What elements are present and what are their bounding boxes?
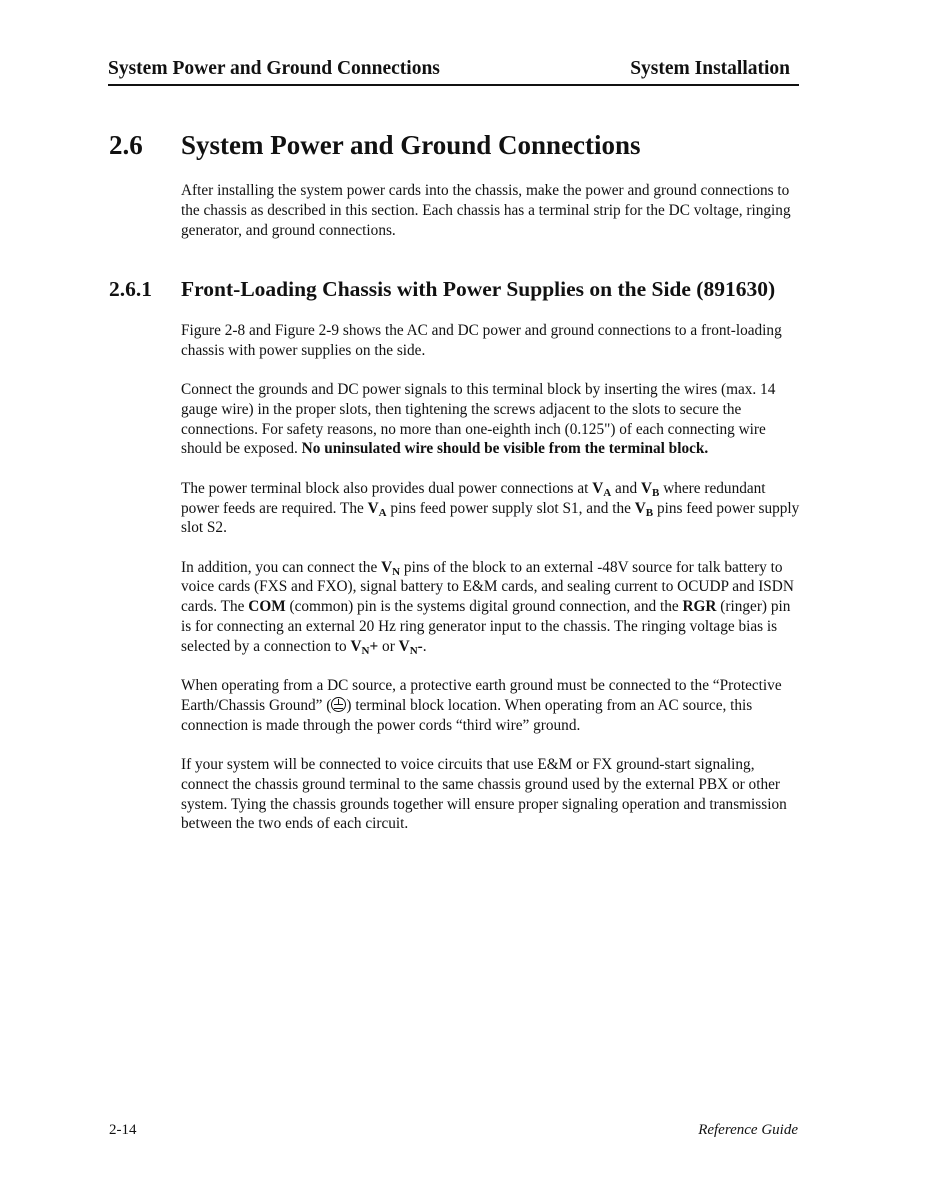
header-left: System Power and Ground Connections: [108, 58, 440, 79]
text-run: or: [378, 637, 399, 655]
bold-text: COM: [248, 598, 286, 616]
text-run: The power terminal block also provides dual power connections at: [181, 479, 593, 497]
subsection-body: [181, 321, 803, 854]
bold-text: RGR: [682, 598, 717, 616]
protective-earth-ground-icon: [331, 697, 346, 712]
text-run: pins feed power supply slot S1, and the: [386, 499, 635, 517]
subsection-title: Front-Loading Chassis with Power Supplies on the Side (891630): [181, 277, 776, 301]
running-header: [108, 56, 799, 86]
subsection-number: 2.6.1: [109, 277, 152, 301]
paragraph: [181, 558, 803, 657]
text-run: (ringer) pin is for connecting an external 20 Hz ring generator input to the chassis. The ringing voltage bias is selected by a connection to: [181, 598, 791, 655]
bold-text: V: [350, 637, 362, 655]
section-title: System Power and Ground Connections: [181, 130, 641, 160]
text-run: and: [611, 479, 641, 497]
subscript: B: [645, 506, 654, 519]
bold-text: No uninsulated wire should be visible from the terminal block.: [301, 440, 709, 458]
text-run: pins feed power supply slot S2.: [181, 499, 800, 537]
paragraph: [181, 181, 803, 240]
text-run: When operating from a DC source, a protective earth ground must be connected to the “Protective Earth/Chassis Ground” (: [181, 677, 782, 714]
subsection-heading: [109, 277, 775, 302]
bold-text: V: [367, 499, 379, 517]
header-right: System Installation: [630, 58, 790, 79]
section-heading: [109, 130, 641, 161]
bold-text: V: [592, 479, 604, 497]
text-run: Figure 2-8 and Figure 2-9 shows the AC and DC power and ground connections to a front-loading chassis with power supplies on the side.: [181, 322, 782, 359]
bold-text: -: [417, 637, 423, 655]
bold-text: +: [369, 637, 379, 655]
text-run: After installing the system power cards into the chassis, make the power and ground connections to the chassis as described in this section. Each chassis has a terminal strip for the DC voltage, ringing generator, and ground connections.: [181, 182, 791, 239]
paragraph: [181, 676, 803, 735]
footer-title: Reference Guide: [698, 1122, 798, 1138]
subscript: N: [409, 644, 418, 657]
bold-text: V: [381, 558, 393, 576]
subscript: N: [392, 565, 401, 578]
section-number: 2.6: [109, 130, 143, 160]
text-run: Connect the grounds and DC power signals to this terminal block by inserting the wires (max. 14 gauge wire) in the proper slots, then tightening the screws adjacent to the slots to secure the connections. For safety reasons, no more than one-eighth inch (0.125") of each connecting wire should be exposed.: [181, 381, 776, 458]
paragraph: [181, 479, 803, 538]
subscript: N: [361, 644, 370, 657]
subscript: A: [378, 506, 387, 519]
paragraph: [181, 755, 803, 834]
text-run: where redundant power feeds are required. The: [181, 479, 766, 517]
subscript: A: [603, 486, 612, 499]
text-run: pins of the block to an external -48V source for talk battery to voice cards (FXS and FXO), signal battery to E&M cards, and sealing current to OCUDP and ISDN cards. The: [181, 558, 794, 616]
paragraph: [181, 321, 803, 361]
bold-text: V: [398, 637, 410, 655]
bold-text: V: [640, 479, 653, 497]
text-run: (common) pin is the systems digital ground connection, and the: [285, 598, 683, 616]
text-run: .: [422, 637, 427, 655]
intro-text: [181, 181, 803, 260]
paragraph: [181, 380, 803, 459]
subscript: B: [652, 486, 660, 499]
text-run: If your system will be connected to voice circuits that use E&M or FX ground-start signaling, connect the chassis ground terminal to the same chassis ground used by the external PBX or other system. Tying the chassis grounds together will ensure proper signaling operation and transmission between the two ends of each circuit.: [181, 756, 787, 833]
bold-text: V: [634, 499, 646, 517]
text-run: ) terminal block location. When operating from an AC source, this connection is made through the power cords “third wire” ground.: [181, 696, 753, 734]
page-number: 2-14: [109, 1122, 137, 1138]
text-run: In addition, you can connect the: [181, 558, 382, 576]
